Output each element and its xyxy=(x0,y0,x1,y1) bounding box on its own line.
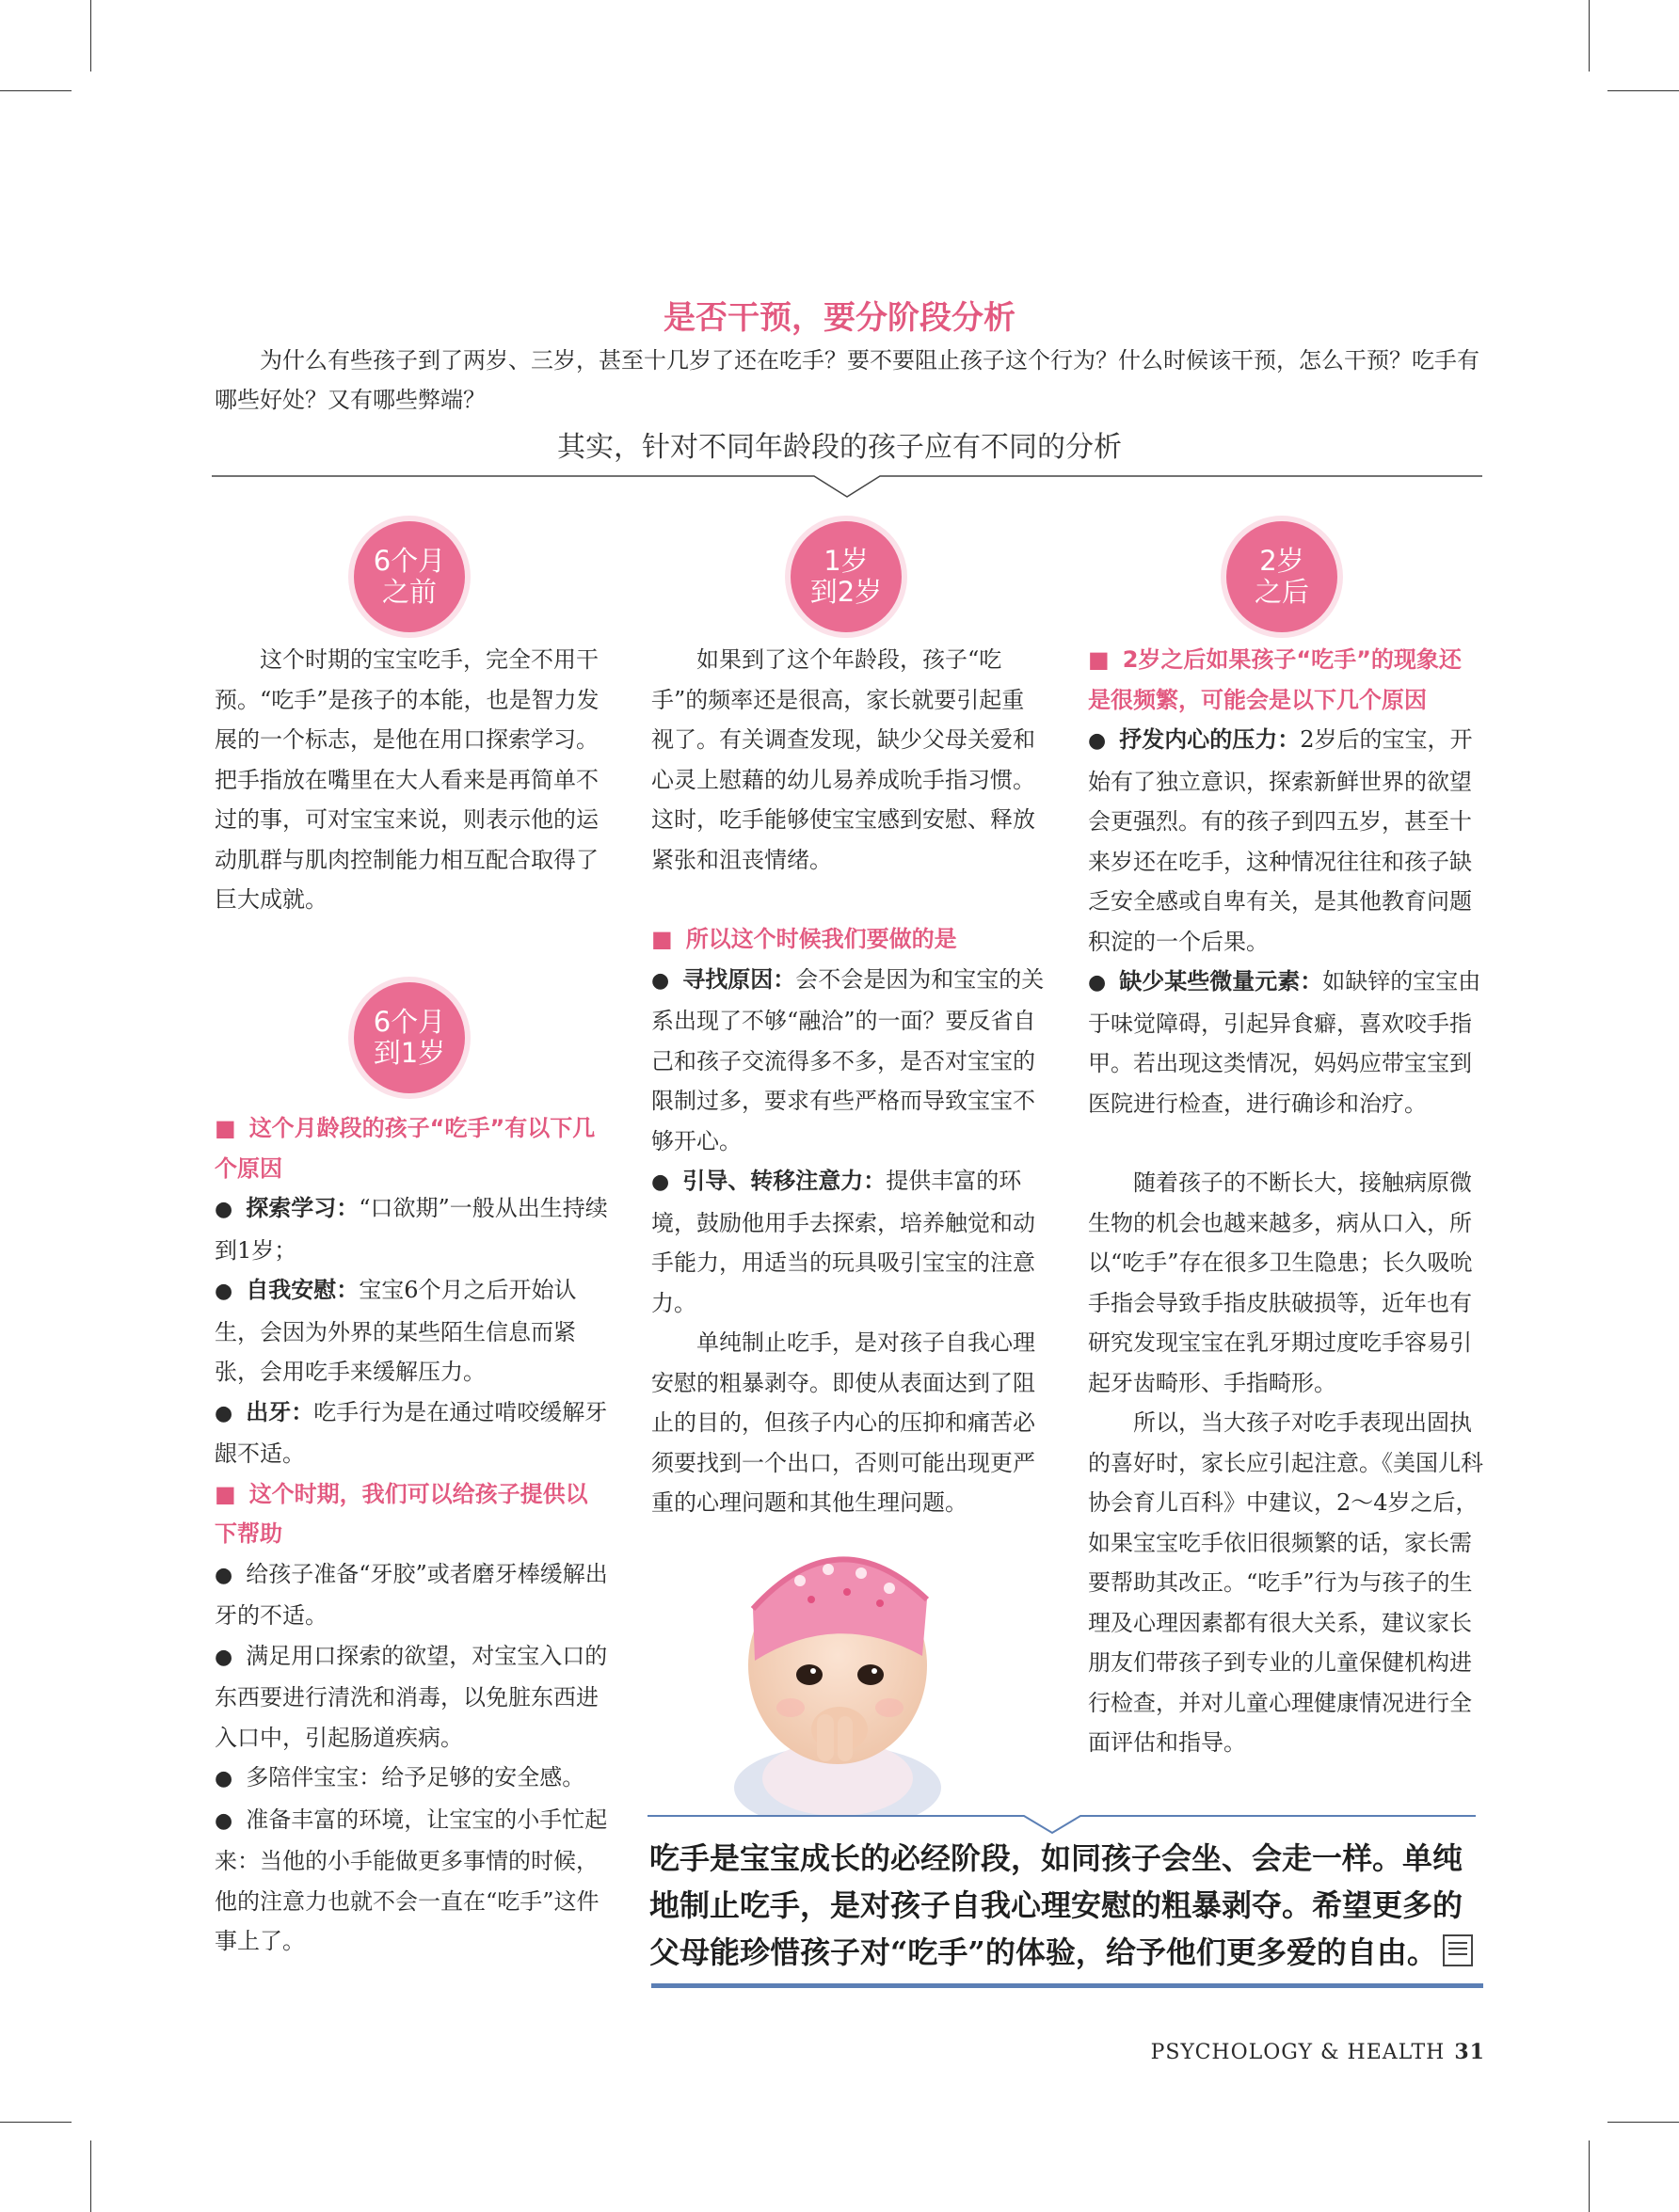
body-paragraph: 单纯制止吃手，是对孩子自我心理安慰的粗暴剥夺。即使从表面达到了阻止的目的，但孩子内心的压抑和痛苦必须要找到一个出口，否则可能出现更严重的心理问题和其他生理问题。 xyxy=(651,1329,1035,1516)
crop-mark xyxy=(0,90,72,91)
bullet-item: ● 多陪伴宝宝：给予足够的安全感。 xyxy=(215,1764,585,1790)
section-title: 是否干预，要分阶段分析 xyxy=(664,299,1015,337)
page-footer xyxy=(1151,2040,1485,2064)
dot-bullet-icon: ● xyxy=(1088,971,1107,995)
spacer xyxy=(651,880,1047,919)
col1-intro xyxy=(215,640,610,920)
crop-mark xyxy=(1607,90,1679,91)
dot-bullet-icon: ● xyxy=(215,1767,233,1790)
magazine-name: PSYCHOLOGY & HEALTH xyxy=(1150,2041,1446,2064)
square-bullet-icon: ■ xyxy=(1088,646,1110,673)
dot-bullet-icon: ● xyxy=(215,1401,233,1425)
stage-badge-6m-1y: 6个月 到1岁 xyxy=(354,982,465,1093)
dot-bullet-icon: ● xyxy=(215,1645,233,1669)
square-bullet-icon: ■ xyxy=(215,1480,236,1507)
bullet-item: ● 抒发内心的压力：2岁后的宝宝，开始有了独立意识，探索新鲜世界的欲望会更强烈。有的孩子到四五岁，甚至十来岁还在吃手，这种情况往往和孩子缺乏安全感或自卑有关，是其他教育问题积淀的一个后果。 xyxy=(1088,726,1473,955)
col3-content xyxy=(1088,640,1483,1763)
crop-mark xyxy=(1589,2140,1590,2212)
subheading: ■ 2岁之后如果孩子“吃手”的现象还是很频繁，可能会是以下几个原因 xyxy=(1088,646,1462,713)
crop-mark xyxy=(90,2140,91,2212)
quote-top-rule xyxy=(648,1803,1476,1835)
bullet-item: ● 给孩子准备“牙胶”或者磨牙棒缓解出牙的不适。 xyxy=(215,1560,608,1629)
square-bullet-icon: ■ xyxy=(651,926,673,952)
bullet-item: ● 探索学习：“口欲期”一般从出生持续到1岁； xyxy=(215,1195,608,1264)
divider-rule xyxy=(212,463,1482,501)
body-paragraph: 如果到了这个年龄段，孩子“吃手”的频率还是很高，家长就要引起重视了。有关调查发现，缺少父母关爱和心灵上慰藉的幼儿易养成吮手指习惯。这时，吃手能够使宝宝感到安慰、释放紧张和沮丧情绪。 xyxy=(651,646,1035,873)
body-paragraph: 这个时期的宝宝吃手，完全不用干预。“吃手”是孩子的本能，也是智力发展的一个标志，是他在用口探索学习。把手指放在嘴里在大人看来是再简单不过的事，可对宝宝来说，则表示他的运动肌群与肌肉控制能力相互配合取得了巨大成就。 xyxy=(215,646,600,913)
baby-photo xyxy=(696,1505,969,1816)
dot-bullet-icon: ● xyxy=(215,1198,233,1221)
stage-badge-2y-after: 2岁 之后 xyxy=(1226,521,1337,632)
body-paragraph: 所以，当大孩子对吃手表现出固执的喜好时，家长应引起注意。《美国儿科协会育儿百科》中建议，2～4岁之后，如果宝宝吃手依旧很频繁的话，家长需要帮助其改正。“吃手”行为与孩子的生理及心理因素都有很大关系，建议家长朋友们带孩子到专业的儿童保健机构进行检查，并对儿童心理健康情况进行全面评估和指导。 xyxy=(1088,1409,1483,1756)
crop-mark xyxy=(90,0,91,72)
bullet-item: ● 寻找原因：会不会是因为和宝宝的关系出现了不够“融洽”的一面？要反省自己和孩子交流得多不多，是否对宝宝的限制过多，要求有些严格而导致宝宝不够开心。 xyxy=(651,965,1045,1154)
subheading: ■ 这个月龄段的孩子“吃手”有以下几个原因 xyxy=(215,1115,596,1182)
dot-bullet-icon: ● xyxy=(1088,729,1107,753)
seal-icon xyxy=(1443,1934,1473,1966)
dot-bullet-icon: ● xyxy=(215,1808,233,1833)
square-bullet-icon: ■ xyxy=(215,1115,236,1141)
stage-badge-1y-2y: 1岁 到2岁 xyxy=(791,521,902,632)
dot-bullet-icon: ● xyxy=(215,1280,233,1303)
bullet-item: ● 满足用口探索的欲望，对宝宝入口的东西要进行清洗和消毒，以免脏东西进入口中，引起肠道疾病。 xyxy=(215,1642,608,1751)
bullet-item: ● 自我安慰：宝宝6个月之后开始认生，会因为外界的某些陌生信息而紧张，会用吃手来缓解压力。 xyxy=(215,1277,577,1385)
dot-bullet-icon: ● xyxy=(651,1170,670,1194)
stage-badge-6m-before: 6个月 之前 xyxy=(354,521,465,632)
col2-content xyxy=(651,640,1047,1523)
page-number: 31 xyxy=(1454,2040,1485,2064)
spacer xyxy=(1088,1123,1483,1163)
bullet-item: ● 缺少某些微量元素：如缺锌的宝宝由于味觉障碍，引起异食癖，喜欢咬手指甲。若出现这类情况，妈妈应带宝宝到医院进行检查，进行确诊和治疗。 xyxy=(1088,968,1481,1117)
crop-mark xyxy=(1607,2122,1679,2123)
dot-bullet-icon: ● xyxy=(651,968,670,993)
subheading: ■ 所以这个时候我们要做的是 xyxy=(651,926,957,952)
bullet-item: ● 出牙：吃手行为是在通过啃咬缓解牙龈不适。 xyxy=(215,1398,608,1467)
bullet-item: ● 准备丰富的环境，让宝宝的小手忙起来：当他的小手能做更多事情的时候，他的注意力也就不会一直在“吃手”这件事上了。 xyxy=(215,1806,608,1954)
col1-details xyxy=(215,1108,610,1962)
subheading: ■ 这个时期，我们可以给孩子提供以下帮助 xyxy=(215,1480,588,1547)
intro-paragraph: 为什么有些孩子到了两岁、三岁，甚至十几岁了还在吃手？要不要阻止孩子这个行为？什么时候该干预，怎么干预？吃手有哪些好处？又有哪些弊端？ xyxy=(215,347,1479,413)
quote-bottom-rule xyxy=(651,1983,1483,1988)
crop-mark xyxy=(0,2122,72,2123)
crop-mark xyxy=(1589,0,1590,72)
bullet-item: ● 引导、转移注意力：提供丰富的环境，鼓励他用手去探索，培养触觉和动手能力，用适当的玩具吸引宝宝的注意力。 xyxy=(651,1168,1035,1316)
section-subtitle: 其实，针对不同年龄段的孩子应有不同的分析 xyxy=(557,431,1122,464)
pull-quote: 吃手是宝宝成长的必经阶段，如同孩子会坐、会走一样。单纯地制止吃手，是对孩子自我心理安慰的粗暴剥夺。希望更多的父母能珍惜孩子对“吃手”的体验，给予他们更多爱的自由。 xyxy=(649,1835,1487,1976)
body-paragraph: 随着孩子的不断长大，接触病原微生物的机会也越来越多，病从口入，所以“吃手”存在很多卫生隐患；长久吸吮手指会导致手指皮肤破损等，近年也有研究发现宝宝在乳牙期过度吃手容易引起牙齿畸形、手指畸形。 xyxy=(1088,1170,1473,1396)
dot-bullet-icon: ● xyxy=(215,1563,233,1587)
